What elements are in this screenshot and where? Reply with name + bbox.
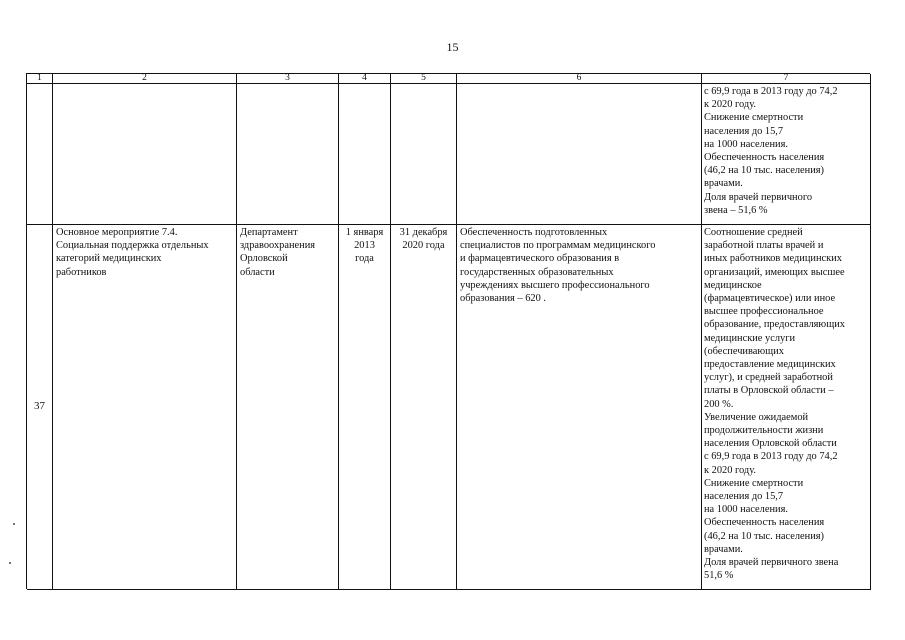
continuation-indicators — [702, 84, 871, 225]
column-header-2: 2 — [53, 74, 237, 84]
executor-line: области — [240, 266, 275, 278]
column-header-4: 4 — [339, 74, 391, 84]
column-header-6: 6 — [457, 74, 702, 84]
indicator-line: к 2020 году. — [704, 99, 756, 111]
result-line: специалистов по программам медицинского — [460, 240, 656, 252]
indicator-line: 200 %. — [704, 398, 734, 410]
scan-speck — [13, 523, 15, 525]
measure-line: категорий медицинских — [56, 253, 162, 265]
column-header-1: 1 — [27, 74, 53, 84]
executor-line: здравоохранения — [240, 240, 316, 252]
indicator-line: высшее профессиональное — [704, 306, 824, 318]
indicator-line: образование, предоставляющих — [704, 319, 845, 331]
indicator-line: медицинские услуги — [704, 332, 796, 344]
indicator-line: Доля врачей первичного — [704, 191, 813, 203]
indicator-line: Снижение смертности — [704, 112, 804, 124]
responsible-executor — [237, 225, 339, 590]
result-line: образования – 620 . — [460, 293, 546, 305]
continuation-col5 — [391, 84, 457, 225]
indicator-line: Соотношение средней — [704, 227, 803, 238]
indicator-line: Увеличение ожидаемой — [704, 411, 809, 423]
measure-line: Социальная поддержка отдельных — [56, 240, 209, 252]
indicator-line: к 2020 году. — [704, 464, 756, 476]
indicator-line: населения до 15,7 — [704, 125, 784, 137]
end-date-line: 2020 года — [402, 240, 445, 252]
start-date — [339, 225, 391, 590]
program-table — [26, 73, 870, 589]
indicator-line: продолжительности жизни — [704, 425, 824, 437]
start-date-line: года — [355, 253, 374, 265]
indicator-line: медицинское — [704, 279, 762, 291]
measure-line: Основное мероприятие 7.4. — [56, 227, 178, 238]
executor-line: Орловской — [240, 253, 288, 265]
indicator-line: организаций, имеющих высшее — [704, 266, 845, 278]
indicator-line: Доля врачей первичного звена — [704, 557, 839, 569]
indicator-line: (46,2 на 10 тыс. населения) — [704, 165, 825, 177]
indicator-line: врачами. — [704, 543, 743, 555]
indicator-line: иных работников медицинских — [704, 253, 842, 265]
result-line: учреждениях высшего профессионального — [460, 279, 650, 291]
indicator-line: 51,6 % — [704, 570, 734, 582]
executor-line: Департамент — [240, 227, 298, 238]
column-header-5: 5 — [391, 74, 457, 84]
indicator-line: на 1000 населения. — [704, 138, 788, 150]
column-header-3: 3 — [237, 74, 339, 84]
indicator-line: Обеспеченность населения — [704, 517, 825, 529]
indicator-line: платы в Орловской области – — [704, 385, 834, 397]
result-line: Обеспеченность подготовленных — [460, 227, 608, 238]
indicator-line: населения Орловской области — [704, 438, 837, 450]
indicator-line: (46,2 на 10 тыс. населения) — [704, 530, 825, 542]
continuation-col3 — [237, 84, 339, 225]
row-number: 37 — [27, 225, 53, 590]
expected-result — [457, 225, 702, 590]
indicator-line: заработной платы врачей и — [704, 240, 824, 252]
indicator-line: услуг), и средней заработной — [704, 372, 833, 384]
indicator-line: звена – 51,6 % — [704, 204, 768, 216]
continuation-col6 — [457, 84, 702, 225]
end-date-line: 31 декабря — [399, 227, 448, 238]
indicator-line: с 69,9 года в 2013 году до 74,2 — [704, 451, 838, 463]
measure-name — [53, 225, 237, 590]
end-date — [391, 225, 457, 590]
indicator-line: Обеспеченность населения — [704, 152, 825, 164]
indicator-line: (фармацевтическое) или иное — [704, 293, 836, 305]
start-date-line: 2013 — [354, 240, 375, 252]
indicator-line: Снижение смертности — [704, 477, 804, 489]
result-line: государственных образовательных — [460, 266, 614, 278]
page-number: 15 — [446, 40, 459, 54]
continuation-row-number — [27, 84, 53, 225]
indicator-line: населения до 15,7 — [704, 491, 784, 503]
scan-speck — [9, 562, 11, 564]
indicator-line: предоставление медицинских — [704, 359, 836, 371]
column-header-7: 7 — [702, 74, 871, 84]
indicator-line: врачами. — [704, 178, 743, 190]
measure-line: работников — [56, 266, 107, 278]
indicator-line: с 69,9 года в 2013 году до 74,2 — [704, 86, 838, 97]
indicator-line: (обеспечивающих — [704, 345, 784, 357]
continuation-col4 — [339, 84, 391, 225]
indicator-line: на 1000 населения. — [704, 504, 788, 516]
result-line: и фармацевтического образования в — [460, 253, 620, 265]
start-date-line: 1 января — [345, 227, 384, 238]
target-indicators — [702, 225, 871, 590]
continuation-col2 — [53, 84, 237, 225]
